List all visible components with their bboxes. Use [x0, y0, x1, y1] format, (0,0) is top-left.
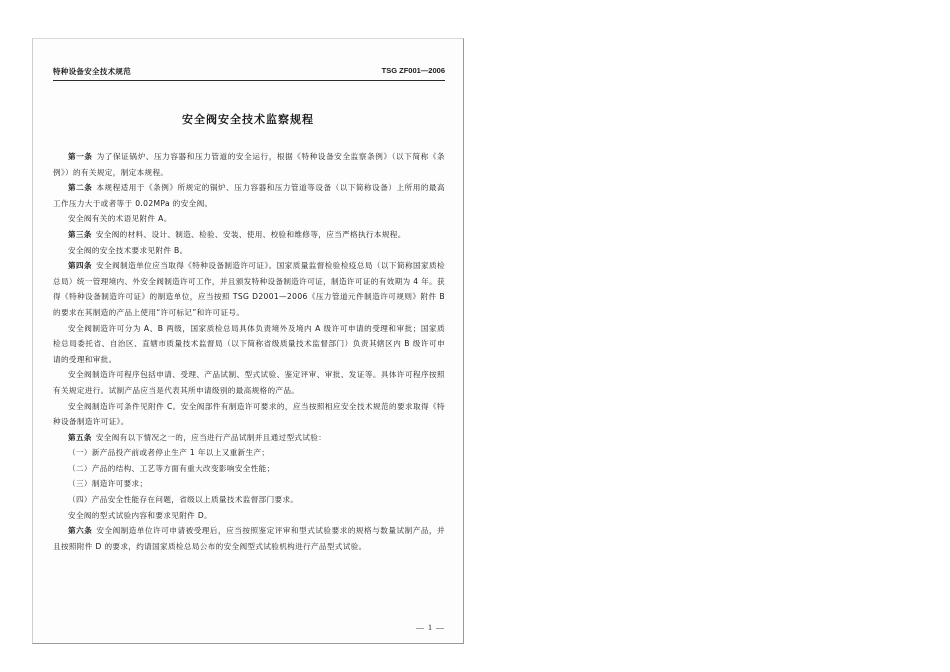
page-number: — 1 —: [416, 623, 445, 632]
body-paragraph: [53, 476, 445, 492]
paragraph-text: 安全阀的型式试验内容和要求见附件 D。: [68, 510, 213, 520]
paragraph-text: （二）产品的结构、工艺等方面有重大改变影响安全性能；: [68, 463, 275, 473]
paragraph-text: 安全阀制造单位许可申请被受理后，应当按照鉴定评审和型式试验要求的规格与数量试制产品，并且按照附件 D 的要求，约请国家质检总局公布的安全阀型式试验机构进行产品型式试验。: [53, 526, 445, 551]
paragraph-text: 安全阀的材料、设计、制造、检验、安装、使用、校验和维修等，应当严格执行本规程。: [95, 229, 406, 239]
running-header: [53, 66, 445, 81]
paragraph-text: 安全阀有以下情况之一的，应当进行产品试制并且通过型式试验：: [95, 432, 327, 442]
body-paragraph: [53, 227, 445, 243]
body-paragraph: [53, 367, 445, 398]
body-paragraph: [53, 523, 445, 554]
body-paragraph: [53, 445, 445, 461]
paragraph-text: 安全阀的安全技术要求见附件 B。: [68, 245, 188, 255]
paragraph-text: （四）产品安全性能存在问题，省级以上质量技术监督部门要求。: [68, 495, 299, 505]
paragraph-text: 为了保证锅炉、压力容器和压力管道的安全运行，根据《特种设备安全监察条例》（以下简称《条例》）的有关规定，制定本规程。: [53, 152, 445, 177]
paragraph-text: 安全阀制造许可分为 A、B 两级，国家质检总局具体负责境外及境内 A 级许可申请的受理和审批；国家质检总局委托省、自治区、直辖市质量技术监督局（以下简称省级质量技术监督部门）负责其辖区内 B 级许可申请的受理和审批。: [53, 323, 445, 364]
document-page: [32, 38, 464, 644]
body-paragraph: [53, 149, 445, 180]
body-paragraph: [53, 211, 445, 227]
article-number: 第三条: [68, 229, 92, 239]
article-number: 第六条: [68, 526, 93, 536]
document-title: 安全阀安全技术监察规程: [182, 113, 314, 126]
paragraph-text: 安全阀有关的术语见附件 A。: [68, 214, 172, 224]
header-standard-number: TSG ZF001—2006: [381, 66, 445, 75]
body-paragraph: [53, 430, 445, 446]
article-number: 第一条: [68, 152, 93, 161]
body-paragraph: [53, 321, 445, 368]
paragraph-text: 安全阀制造许可程序包括申请、受理、产品试制、型式试验、鉴定评审、审批、发证等。具体许可程序按照有关规定进行。试制产品应当是代表其所申请级别的最高规格的产品。: [53, 370, 445, 395]
body-paragraph: [53, 399, 445, 430]
paragraph-text: 安全阀制造许可条件见附件 C。安全阀部件有制造许可要求的，应当按照相应安全技术规范的要求取得《特种设备制造许可证》。: [53, 401, 445, 427]
article-number: 第四条: [68, 261, 93, 271]
body-paragraph: [53, 243, 445, 259]
document-body: [53, 149, 445, 554]
body-paragraph: [53, 461, 445, 477]
body-paragraph: [53, 180, 445, 211]
paragraph-text: （一）新产品投产前或者停止生产 1 年以上又重新生产；: [68, 448, 270, 458]
body-paragraph: [53, 508, 445, 524]
paragraph-text: （三）制造许可要求；: [68, 479, 148, 489]
header-series-title: 特种设备安全技术规范: [53, 67, 131, 76]
paragraph-text: 本规程适用于《条例》所规定的锅炉、压力容器和压力管道等设备（以下简称设备）上所用的最高工作压力大于或者等于 0.02MPa 的安全阀。: [53, 183, 445, 208]
paragraph-text: 安全阀制造单位应当取得《特种设备制造许可证》。国家质量监督检验检疫总局（以下简称国家质检总局）统一管理境内、外安全阀制造许可工作，并且颁发特种设备制造许可证，制造许可证的有效期为 4 年。获得《特种设备制造许可证》的制造单位，应当按照 TSG D2001—2006《压力管道元件制造许可规则》附件 B 的要求在其制造的产品上使用“许可标记”和许可证号。: [53, 261, 446, 317]
body-paragraph: [53, 492, 445, 508]
article-number: 第五条: [68, 432, 92, 442]
body-paragraph: [53, 258, 445, 320]
article-number: 第二条: [68, 183, 93, 193]
